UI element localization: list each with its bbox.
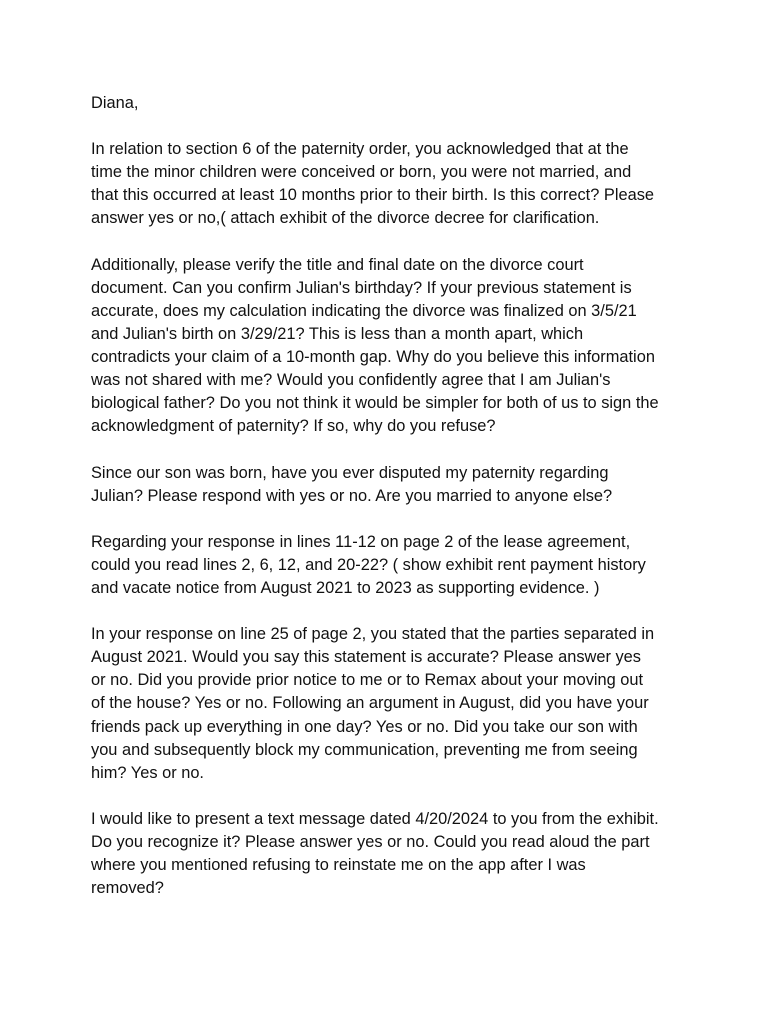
paragraph-list [91, 138, 691, 900]
text-line: contradicts your claim of a 10-month gap. Why do you believe this information [91, 348, 655, 367]
text-line: removed? [91, 879, 164, 898]
text-line: him? Yes or no. [91, 763, 204, 782]
text-line: and Julian's birth on 3/29/21? This is less than a month apart, which [91, 324, 584, 343]
paragraph [91, 808, 691, 900]
paragraph [91, 623, 691, 785]
text-line: or no. Did you provide prior notice to me or to Remax about your moving out [91, 671, 644, 690]
paragraph [91, 531, 691, 600]
text-line: Additionally, please verify the title and final date on the divorce court [91, 255, 584, 274]
text-line: biological father? Do you not think it would be simpler for both of us to sign the [91, 394, 659, 413]
text-line: Julian? Please respond with yes or no. Are you married to anyone else? [91, 486, 613, 505]
text-line: Do you recognize it? Please answer yes or no. Could you read aloud the part [91, 833, 650, 851]
text-line: answer yes or no,( attach exhibit of the divorce decree for clarification. [91, 209, 600, 228]
paragraph [91, 254, 691, 439]
text-line: could you read lines 2, 6, 12, and 20-22? ( show exhibit rent payment history [91, 555, 646, 574]
text-line: friends pack up everything in one day? Yes or no. Did you take our son with [91, 717, 638, 736]
paragraph [91, 138, 691, 230]
text-line: accurate, does my calculation indicating the divorce was finalized on 3/5/21 [91, 301, 637, 320]
text-line: acknowledgment of paternity? If so, why do you refuse? [91, 417, 496, 436]
text-line: time the minor children were conceived or born, you were not married, and [91, 163, 632, 182]
text-line: Since our son was born, have you ever disputed my paternity regarding [91, 463, 609, 482]
text-line: Regarding your response in lines 11-12 on page 2 of the lease agreement, [91, 532, 631, 551]
paragraph [91, 462, 691, 508]
text-line: In relation to section 6 of the paternity order, you acknowledged that at the [91, 140, 629, 159]
text-line: document. Can you confirm Julian's birthday? If your previous statement is [91, 278, 632, 297]
text-line: where you mentioned refusing to reinstate me on the app after I was [91, 856, 586, 875]
salutation: Diana, [91, 94, 139, 112]
text-line: In your response on line 25 of page 2, you stated that the parties separated in [91, 625, 655, 644]
letter-body [91, 92, 691, 923]
text-line: you and subsequently block my communication, preventing me from seeing [91, 740, 638, 759]
text-line: was not shared with me? Would you confidently agree that I am Julian's [91, 371, 611, 390]
text-line: August 2021. Would you say this statement is accurate? Please answer yes [91, 648, 641, 667]
text-line: that this occurred at least 10 months prior to their birth. Is this correct? Please [91, 186, 655, 205]
text-line: I would like to present a text message dated 4/20/2024 to you from the exhibit. [91, 809, 659, 828]
text-line: and vacate notice from August 2021 to 2023 as supporting evidence. ) [91, 578, 600, 597]
text-line: of the house? Yes or no. Following an argument in August, did you have your [91, 694, 649, 713]
